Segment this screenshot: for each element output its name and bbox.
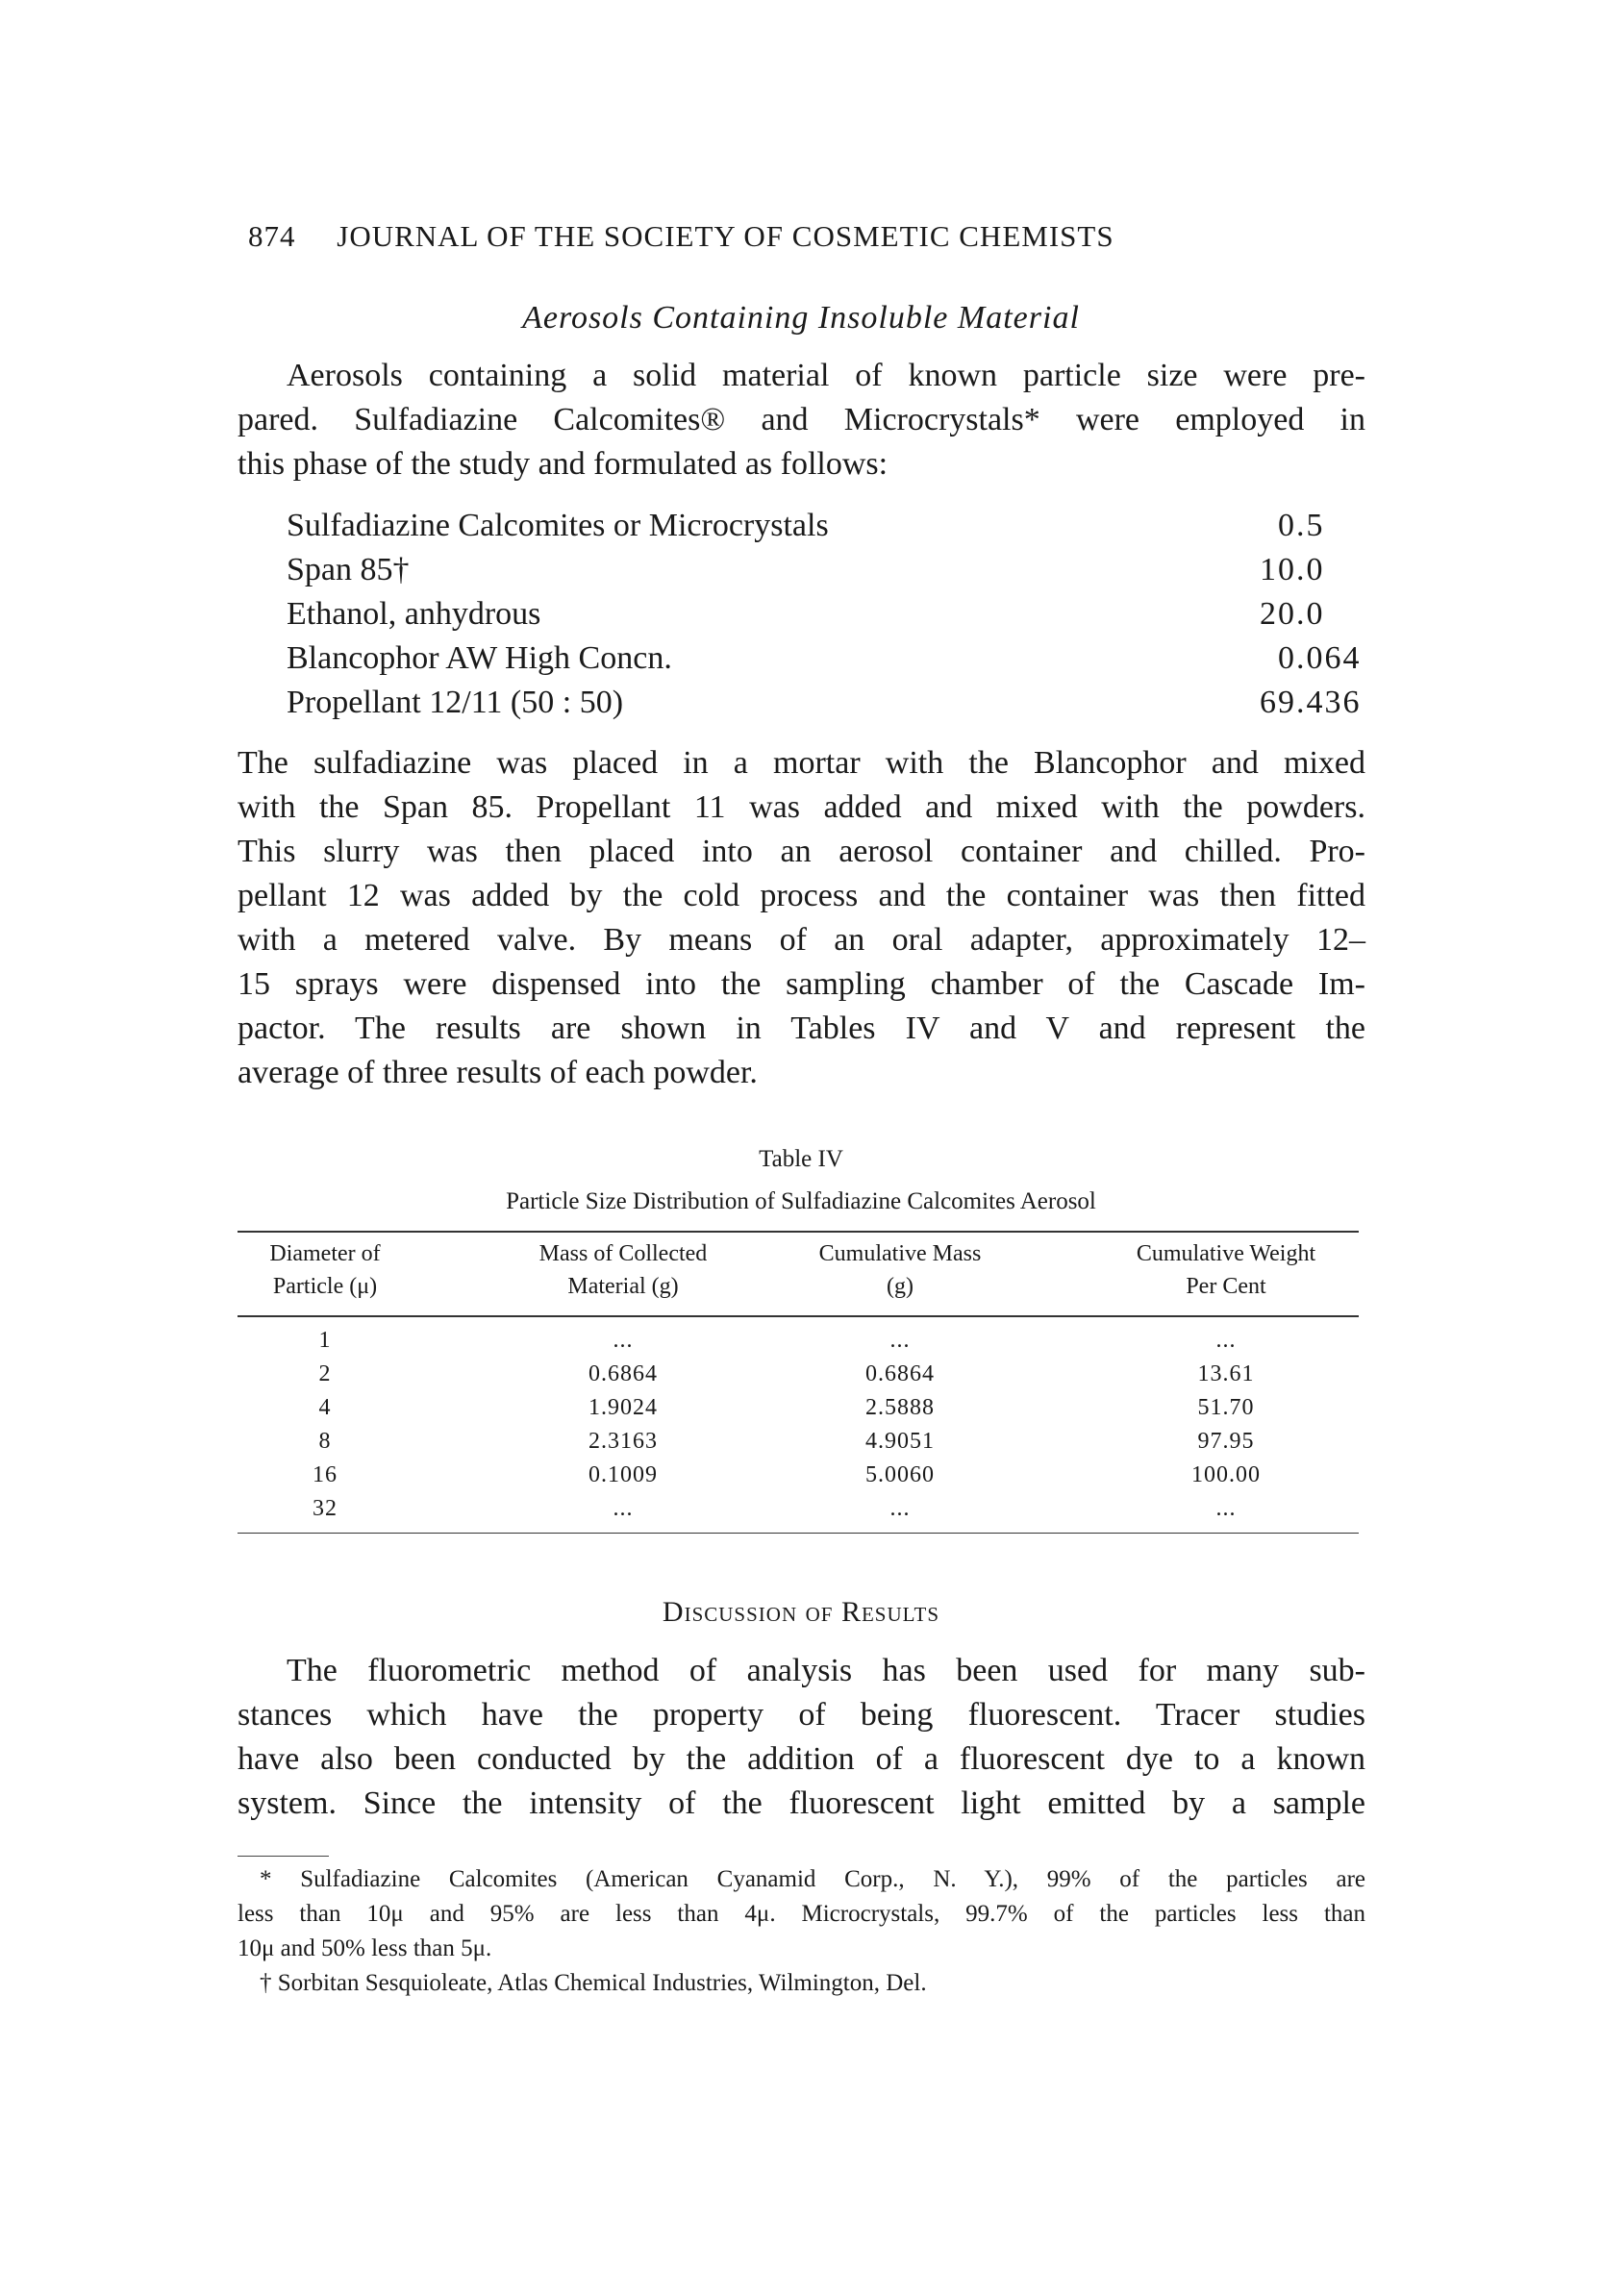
text-line: have also been conducted by the addition of a fluorescent dye to a known bbox=[238, 1741, 1365, 1777]
text-line: pellant 12 was added by the cold process and the container was then fitted bbox=[238, 878, 1365, 913]
value-int: 0 bbox=[1278, 640, 1296, 676]
text-line: system. Since the intensity of the fluorescent light emitted by a sample bbox=[238, 1785, 1365, 1821]
section-subheading: Aerosols Containing Insoluble Material bbox=[522, 300, 1080, 336]
text-line: pactor. The results are shown in Tables IV and V and represent the bbox=[238, 1011, 1365, 1046]
table-cell: 0.6864 bbox=[588, 1361, 658, 1386]
value-frac: .064 bbox=[1296, 640, 1362, 676]
table-cell: 32 bbox=[313, 1496, 338, 1521]
page-number: 874 bbox=[248, 219, 296, 253]
text-line: stances which have the property of being fluorescent. Tracer studies bbox=[238, 1697, 1365, 1733]
text-line: with the Span 85. Propellant 11 was added and mixed with the powders. bbox=[238, 789, 1365, 825]
formulation-item: Propellant 12/11 (50 : 50) bbox=[287, 685, 624, 720]
text-line: The fluorometric method of analysis has been used for many sub- bbox=[287, 1653, 1365, 1688]
column-header bbox=[508, 1237, 738, 1303]
formulation-value bbox=[1240, 504, 1325, 548]
text-line: pared. Sulfadiazine Calcomites® and Microcrystals* were employed in bbox=[238, 402, 1365, 437]
table-bottom-rule bbox=[238, 1533, 1359, 1534]
column-header bbox=[785, 1237, 1015, 1303]
value-int: 20 bbox=[1260, 596, 1296, 632]
footnote-rule bbox=[238, 1856, 329, 1857]
table-cell: ... bbox=[613, 1496, 634, 1521]
value-int: 10 bbox=[1260, 552, 1296, 587]
table-cell: 2.3163 bbox=[588, 1429, 658, 1454]
table-cell: ... bbox=[889, 1496, 911, 1521]
journal-title: JOURNAL OF THE SOCIETY OF COSMETIC CHEMISTS bbox=[337, 219, 1114, 253]
table-cell: 1 bbox=[318, 1328, 332, 1353]
table-title: Particle Size Distribution of Sulfadiazine Calcomites Aerosol bbox=[506, 1188, 1096, 1214]
header-line: Material (g) bbox=[567, 1274, 679, 1299]
value-frac: .436 bbox=[1296, 685, 1362, 720]
header-line: (g) bbox=[887, 1274, 914, 1299]
table-cell: ... bbox=[1215, 1328, 1237, 1353]
formulation-item: Sulfadiazine Calcomites or Microcrystals bbox=[287, 508, 829, 543]
header-line: Mass of Collected bbox=[538, 1241, 708, 1266]
running-header bbox=[248, 219, 1114, 254]
text-line: average of three results of each powder. bbox=[238, 1055, 758, 1090]
formulation-value bbox=[1240, 681, 1362, 725]
table-header-rule bbox=[238, 1315, 1359, 1317]
column-header bbox=[1091, 1237, 1361, 1303]
footnote-line: 10μ and 50% less than 5μ. bbox=[238, 1935, 492, 1961]
text-line: with a metered valve. By means of an oral adapter, approximately 12– bbox=[238, 922, 1365, 958]
formulation-item: Ethanol, anhydrous bbox=[287, 596, 541, 632]
text-line: this phase of the study and formulated as follows: bbox=[238, 446, 889, 482]
formulation-item: Span 85† bbox=[287, 552, 410, 587]
table-cell: 1.9024 bbox=[588, 1395, 658, 1420]
formulation-item: Blancophor AW High Concn. bbox=[287, 640, 672, 676]
table-cell: 51.70 bbox=[1197, 1395, 1255, 1420]
text-line: Aerosols containing a solid material of known particle size were pre- bbox=[287, 358, 1365, 393]
value-frac: .0 bbox=[1296, 596, 1325, 632]
table-cell: ... bbox=[613, 1328, 634, 1353]
header-line: Cumulative Weight bbox=[1136, 1241, 1316, 1266]
table-cell: 13.61 bbox=[1197, 1361, 1255, 1386]
header-line: Diameter of bbox=[269, 1241, 381, 1266]
value-frac: .5 bbox=[1296, 508, 1325, 543]
table-cell: 4.9051 bbox=[865, 1429, 935, 1454]
table-cell: 97.95 bbox=[1197, 1429, 1255, 1454]
header-line: Particle (μ) bbox=[272, 1274, 378, 1299]
footnote-line: * Sulfadiazine Calcomites (American Cyanamid Corp., N. Y.), 99% of the particles are bbox=[260, 1866, 1365, 1892]
header-line: Cumulative Mass bbox=[818, 1241, 982, 1266]
table-cell: 100.00 bbox=[1191, 1462, 1261, 1487]
formulation-value bbox=[1240, 548, 1325, 592]
value-frac: .0 bbox=[1296, 552, 1325, 587]
formulation-value bbox=[1240, 636, 1362, 681]
table-cell: 2 bbox=[318, 1361, 332, 1386]
section-heading: Discussion of Results bbox=[662, 1596, 940, 1628]
table-cell: ... bbox=[1215, 1496, 1237, 1521]
text-line: 15 sprays were dispensed into the sampling chamber of the Cascade Im- bbox=[238, 966, 1365, 1002]
table-cell: 0.6864 bbox=[865, 1361, 935, 1386]
table-cell: 8 bbox=[318, 1429, 332, 1454]
table-cell: 0.1009 bbox=[588, 1462, 658, 1487]
footnote-line: less than 10μ and 95% are less than 4μ. Microcrystals, 99.7% of the particles less than bbox=[238, 1901, 1365, 1927]
text-line: The sulfadiazine was placed in a mortar with the Blancophor and mixed bbox=[238, 745, 1365, 781]
table-label: Table IV bbox=[759, 1146, 843, 1172]
text-line: This slurry was then placed into an aerosol container and chilled. Pro- bbox=[238, 834, 1365, 869]
table-cell: 2.5888 bbox=[865, 1395, 935, 1420]
table-cell: ... bbox=[889, 1328, 911, 1353]
table-cell: 16 bbox=[313, 1462, 338, 1487]
table-top-rule bbox=[238, 1231, 1359, 1233]
footnote-line: † Sorbitan Sesquioleate, Atlas Chemical Industries, Wilmington, Del. bbox=[260, 1970, 927, 1996]
formulation-value bbox=[1240, 592, 1325, 636]
table-cell: 5.0060 bbox=[865, 1462, 935, 1487]
column-header bbox=[229, 1237, 421, 1303]
value-int: 0 bbox=[1278, 508, 1296, 543]
value-int: 69 bbox=[1260, 685, 1296, 720]
header-line: Per Cent bbox=[1186, 1274, 1266, 1299]
table-cell: 4 bbox=[318, 1395, 332, 1420]
